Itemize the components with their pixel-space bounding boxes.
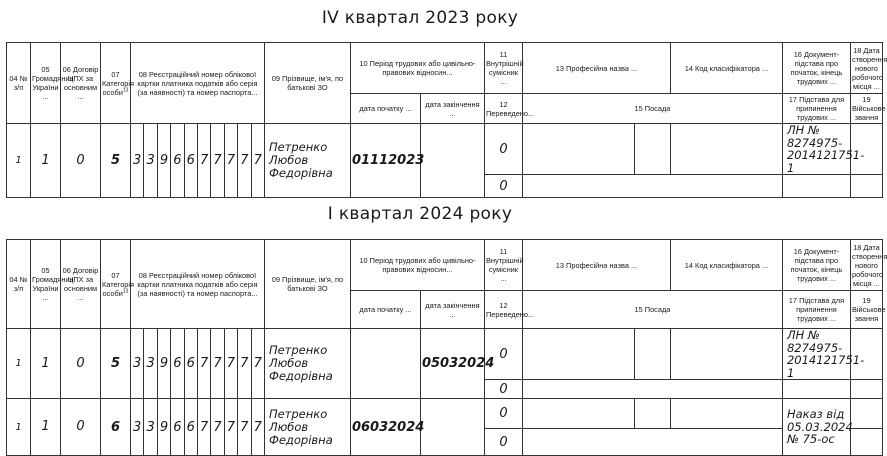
classifier-cell (670, 399, 782, 429)
register-table-q4-2023 (6, 42, 887, 198)
header-12: 12 Переведено... (484, 94, 522, 124)
id-digit: 7 (224, 399, 237, 456)
header-12: 12 Переведено... (484, 291, 522, 329)
transferred-value: 0 (484, 399, 522, 429)
header-07: 07 Категорія особи$^{13}$ (101, 240, 131, 329)
header-07: 07 Категорія особи$^{13}$ (101, 43, 131, 124)
id-digit: 7 (224, 124, 237, 198)
id-digit: 7 (197, 329, 210, 399)
military-rank-cell (850, 429, 882, 456)
header-15: 15 Посада (522, 94, 782, 124)
id-digit: 6 (171, 399, 184, 456)
id-digit: 7 (251, 329, 264, 399)
header-10-start: дата початку ... (350, 291, 420, 329)
header-05: 05 Громадянин України ... (31, 240, 61, 329)
id-digit: 7 (251, 124, 264, 198)
row-number: 1 (7, 329, 31, 399)
row-number: 1 (7, 124, 31, 198)
id-digit: 3 (144, 399, 157, 456)
start-date (350, 329, 420, 399)
profession-cell (634, 329, 670, 380)
header-08: 08 Реєстраційний номер облікової картки платника податків або серія (за наявності) та номер паспорта... (131, 43, 265, 124)
transferred-value: 0 (484, 175, 522, 198)
id-digit: 7 (238, 329, 251, 399)
termination-basis-cell (782, 380, 850, 399)
header-11: 11 Внутрішній сумісник ... (484, 240, 522, 291)
id-digit: 3 (131, 124, 144, 198)
header-16: 16 Документ-підстава про початок, кінець трудових ... (782, 43, 850, 94)
id-digit: 6 (184, 124, 197, 198)
military-rank-cell (850, 175, 882, 198)
profession-cell (522, 399, 634, 429)
header-16: 16 Документ-підстава про початок, кінець трудових ... (782, 240, 850, 291)
header-09: 09 Прізвище, ім'я, по батькові ЗО (264, 240, 350, 329)
id-digit: 6 (184, 329, 197, 399)
position-cell (522, 380, 782, 399)
id-digit: 7 (238, 399, 251, 456)
document-basis: ЛН № 8274975-2014121751-1 (782, 329, 850, 380)
header-10-start: дата початку ... (350, 94, 420, 124)
id-digit: 9 (157, 124, 170, 198)
id-digit: 7 (251, 399, 264, 456)
transferred-value: 0 (484, 124, 522, 175)
header-10-end: дата закінчення ... (420, 291, 484, 329)
header-15: 15 Посада (522, 291, 782, 329)
header-14: 14 Код класифікатора ... (670, 240, 782, 291)
end-date (420, 399, 484, 456)
header-13: 13 Професійна назва ... (522, 43, 670, 94)
header-19: 19 Військове звання (850, 291, 882, 329)
section-title-q1-2024: I квартал 2024 року (327, 204, 513, 224)
transferred-value: 0 (484, 429, 522, 456)
end-date (420, 124, 484, 198)
profession-cell (522, 124, 634, 175)
document-basis: ЛН № 8274975-2014121751-1 (782, 124, 850, 175)
header-11: 11 Внутрішній сумісник ... (484, 43, 522, 94)
header-18: 18 Дата створення нового робочого місця ... (850, 43, 882, 94)
header-13: 13 Професійна назва ... (522, 240, 670, 291)
employee-name: Петренко Любов Федорівна (264, 329, 350, 399)
classifier-cell (670, 329, 782, 380)
header-05: 05 Громадянин України ... (31, 43, 61, 124)
workplace-date-cell (850, 399, 882, 429)
header-10-end: дата закінчення ... (420, 94, 484, 124)
category-value: 6 (101, 399, 131, 456)
contract-value: 0 (61, 329, 101, 399)
header-04: 04 № з/п (7, 43, 31, 124)
id-digit: 6 (184, 399, 197, 456)
register-table-q1-2024 (6, 239, 887, 456)
end-date: 05032024 (420, 329, 484, 399)
row-number: 1 (7, 399, 31, 456)
classifier-cell (670, 124, 782, 175)
id-digit: 7 (211, 399, 224, 456)
id-digit: 6 (171, 124, 184, 198)
profession-cell (634, 124, 670, 175)
category-value: 5 (101, 124, 131, 198)
header-06: 06 Договір ЦПХ за основним ... (61, 43, 101, 124)
position-cell (522, 429, 782, 456)
header-10: 10 Період трудових або цивільно-правових відносин... (350, 240, 484, 291)
id-digit: 3 (144, 124, 157, 198)
id-digit: 6 (171, 329, 184, 399)
contract-value: 0 (61, 399, 101, 456)
start-date: 01112023 (350, 124, 420, 198)
id-digit: 3 (144, 329, 157, 399)
transferred-value: 0 (484, 329, 522, 380)
citizen-value: 1 (31, 399, 61, 456)
header-18: 18 Дата створення нового робочого місця ... (850, 240, 882, 291)
position-cell (522, 175, 782, 198)
header-09: 09 Прізвище, ім'я, по батькові ЗО (264, 43, 350, 124)
header-06: 06 Договір ЦПХ за основним ... (61, 240, 101, 329)
header-19: 19 Військове звання (851, 95, 886, 122)
start-date: 06032024 (350, 399, 420, 456)
employee-name: Петренко Любов Федорівна (264, 399, 350, 456)
header-10: 10 Період трудових або цивільно-правових відносин... (350, 43, 484, 94)
header-08: 08 Реєстраційний номер облікової картки платника податків або серія (за наявності) та номер паспорта... (131, 240, 265, 329)
header-04: 04 № з/п (7, 240, 31, 329)
termination-basis-cell (782, 175, 850, 198)
header-17: 17 Підстава для припинення трудових ... (782, 291, 850, 329)
employee-name: Петренко Любов Федорівна (264, 124, 350, 198)
id-digit: 9 (157, 399, 170, 456)
contract-value: 0 (61, 124, 101, 198)
section-title-q4-2023: IV квартал 2023 року (321, 8, 519, 28)
profession-cell (522, 329, 634, 380)
id-digit: 7 (211, 329, 224, 399)
id-digit: 7 (197, 399, 210, 456)
category-value: 5 (101, 329, 131, 399)
transferred-value: 0 (484, 380, 522, 399)
id-digit: 7 (197, 124, 210, 198)
id-digit: 7 (211, 124, 224, 198)
id-digit: 7 (224, 329, 237, 399)
id-digit: 9 (157, 329, 170, 399)
military-rank-cell (850, 380, 882, 399)
id-digit: 7 (238, 124, 251, 198)
profession-cell (634, 399, 670, 429)
header-17: 17 Підстава для припинення трудових ... (782, 94, 850, 124)
header-14: 14 Код класифікатора ... (670, 43, 782, 94)
document-basis: Наказ від 05.03.2024 № 75-ос (782, 399, 850, 456)
citizen-value: 1 (31, 124, 61, 198)
id-digit: 3 (131, 399, 144, 456)
id-digit: 3 (131, 329, 144, 399)
citizen-value: 1 (31, 329, 61, 399)
